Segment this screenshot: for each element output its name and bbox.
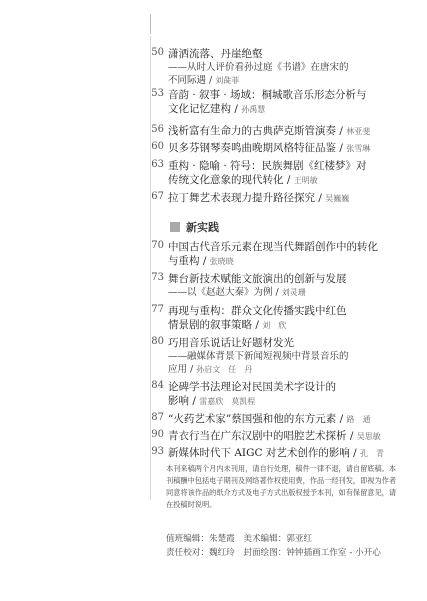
entry-author: 王明敏	[293, 176, 318, 185]
page-number: 80	[151, 336, 164, 347]
entry-author: 张雪琳	[346, 144, 371, 153]
entry-title-cont: 与重构 / 张晓晓	[168, 255, 234, 267]
entry-subtitle-cont: 应用 / 孙启文 任 丹	[168, 364, 253, 375]
top-rule	[150, 14, 151, 34]
toc-entry[interactable]	[151, 446, 404, 461]
entry-author: 林亚斐	[346, 127, 371, 136]
toc-entry[interactable]	[151, 380, 404, 409]
entry-title: 中国古代音乐元素在现当代舞蹈创作中的转化	[168, 241, 378, 253]
entry-title: 论碑学书法理论对民国美术字设计的	[168, 381, 336, 393]
entry-title: 潇洒流落、丹崖绝壑	[168, 48, 263, 60]
entry-author: 孙启文 任 丹	[196, 365, 253, 374]
page-number: 90	[151, 429, 164, 440]
toc-entry[interactable]	[151, 124, 404, 139]
section-header	[170, 219, 219, 235]
entry-title-cont: 传统文化意象的现代转化 / 王明敏	[168, 174, 318, 186]
entry-author: 吴思敏	[356, 432, 381, 441]
page-number: 53	[151, 88, 164, 99]
section-square-icon	[170, 222, 180, 232]
page-number: 84	[151, 380, 164, 391]
entry-subtitle: ——以《赵赵大秦》为例 / 刘灵珊	[168, 287, 306, 298]
entry-subtitle: ——从时人评价看孙过庭《书谱》在唐宋的	[168, 62, 349, 73]
section-title: 新实践	[186, 221, 219, 234]
entry-title-cont: 影响 / 雷嘉欣 莫凯程	[168, 395, 256, 407]
entry-title: 青衣行当在广东汉剧中的唱腔艺术探析 / 吴思敏	[168, 430, 381, 442]
entry-author: 孔 青	[360, 449, 385, 458]
toc-entry[interactable]	[151, 159, 404, 188]
toc-entry[interactable]	[151, 47, 404, 87]
page-number: 50	[151, 47, 164, 58]
entry-author: 路 通	[346, 415, 371, 424]
entry-subtitle: ——融媒体背景下新闻短视频中背景音乐的	[168, 351, 349, 362]
entry-author: 张晓晓	[209, 257, 234, 266]
toc-entry[interactable]	[151, 141, 404, 156]
entry-title-cont: 情景剧的叙事策略 / 刘 欣	[168, 319, 287, 331]
entry-title: 重构 · 隐喻 · 符号：民族舞剧《红楼梦》对	[168, 160, 367, 172]
entry-title: 贝多芬钢琴奏鸣曲晚期风格特征品鉴 / 张雪琳	[168, 142, 371, 154]
page-number: 77	[151, 304, 164, 315]
entry-title: 巧用音乐说话让好题材发光	[168, 337, 294, 349]
entry-author: 刘灵珊	[281, 288, 306, 297]
entry-author: 刘 欣	[262, 321, 287, 330]
entry-author: 吴巍巍	[325, 194, 350, 203]
entry-title: 舞台新技术赋能文旅演出的创新与发展	[168, 273, 347, 285]
entry-title: “火药艺术家”蔡国强和他的东方元素 / 路 通	[168, 413, 371, 425]
page-number: 93	[151, 446, 164, 457]
entry-title-cont: 文化记忆建构 / 孙禹慧	[168, 103, 266, 115]
editorial-staff-line-2: 责任校对：魏红玲 封面绘图：钟钟插画工作室 - 小开心	[166, 548, 381, 558]
entry-subtitle-cont: 不同际遇 / 刘彘菲	[168, 75, 240, 86]
entry-title: 新媒体时代下 AIGC 对艺术创作的影响 / 孔 青	[168, 447, 385, 459]
page-number: 60	[151, 141, 164, 152]
page-number: 63	[151, 159, 164, 170]
toc-entry[interactable]	[151, 412, 404, 427]
toc-entry[interactable]	[151, 336, 404, 376]
page-number: 67	[151, 191, 164, 202]
entry-title: 拉丁舞艺术表现力提升路径探究 / 吴巍巍	[168, 192, 350, 204]
toc-entry[interactable]	[151, 429, 404, 444]
toc-entry[interactable]	[151, 191, 404, 206]
entry-author: 刘彘菲	[215, 76, 240, 85]
entry-title: 音韵 · 叙事 · 场域：桐城歌音乐形态分析与	[168, 89, 367, 101]
page-number: 87	[151, 412, 164, 423]
entry-author: 雷嘉欣 莫凯程	[199, 397, 256, 406]
submission-notice: 本刊来稿两个月内未刊用，请自行处理，稿件一律不退，请自留底稿。本刊稿酬中包括电子期刊及网络著作权使用费，作品一经刊发，即视为作者同意将该作品的纸介方式及电子方式出版权授予本刊，如有保留意见，请在投稿时说明。	[166, 464, 397, 509]
page-number: 73	[151, 272, 164, 283]
editorial-staff-line-1: 值班编辑：朱楚霞 美术编辑：郭亚红	[166, 534, 313, 544]
page-number: 70	[151, 240, 164, 251]
toc-entry[interactable]	[151, 88, 404, 117]
entry-author: 孙禹慧	[241, 105, 266, 114]
page-number: 56	[151, 124, 164, 135]
entry-title: 浅析富有生命力的古典萨克斯管演奏 / 林亚斐	[168, 125, 371, 137]
toc-entry[interactable]	[151, 304, 404, 333]
entry-title: 再现与重构：群众文化传播实践中红色	[168, 305, 347, 317]
toc-entry[interactable]	[151, 240, 404, 269]
toc-entry[interactable]	[151, 272, 404, 299]
